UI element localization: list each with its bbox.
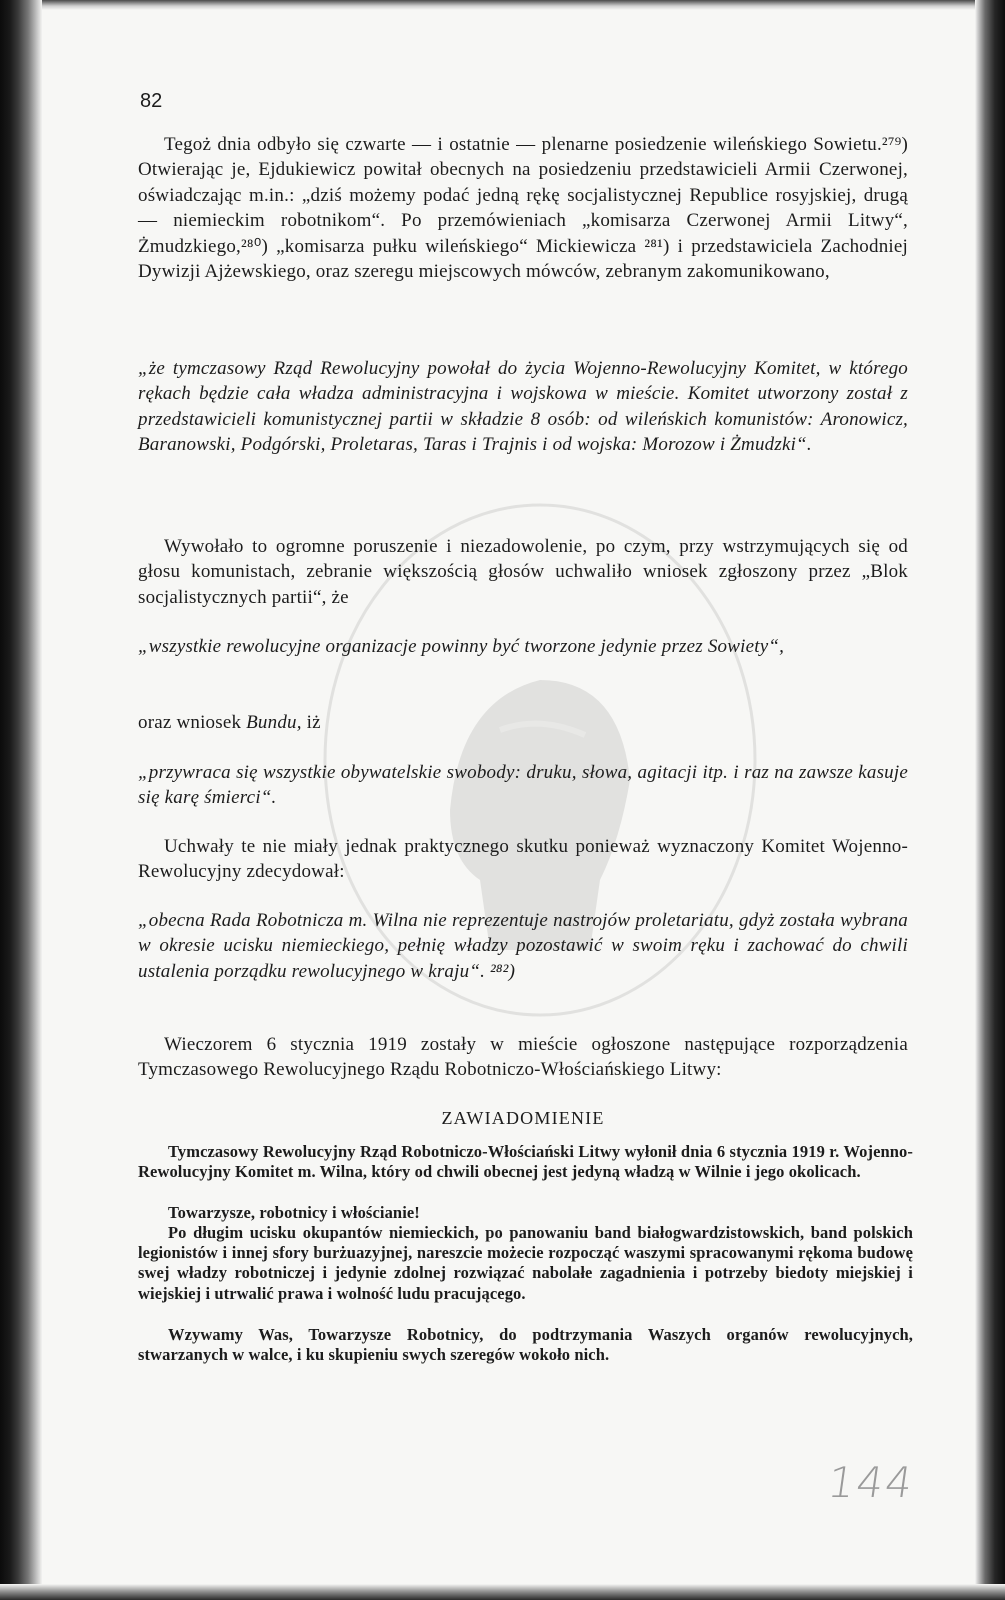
paragraph-italic: Bundu,	[246, 712, 302, 733]
paragraph-text: iż	[301, 712, 321, 733]
book-edge-right	[975, 0, 1005, 1600]
page-top-edge	[0, 0, 1005, 10]
notice-paragraph: Wzywamy Was, Towarzysze Robotnicy, do podtrzymania Waszych organów rewolucyjnych, stwarzanych w walce, i ku skupieniu swych szeregów wokoło nich.	[138, 1325, 913, 1365]
notice-paragraph: Tymczasowy Rewolucyjny Rząd Robotniczo-Włościański Litwy wyłonił dnia 6 stycznia 1919 r. Wojenno-Rewolucyjny Komitet m. Wilna, który od chwili obecnej jest jedyną władzą w Wilnie i jego okolicach.	[138, 1142, 913, 1182]
handwritten-archive-number: 144	[824, 1458, 918, 1507]
paragraph: Tegoż dnia odbyło się czwarte — i ostatnie — plenarne posiedzenie wileńskiego Sowietu.²⁷⁹) Otwierając je, Ejdukiewicz powitał obecnych na posiedzeniu przedstawicieli Armii Czerwonej, oświadczając m.in.: „dziś możemy podać jedną rękę socjalistycznej Republice rosyjskiej, drugą — niemieckim robotnikom“. Po przemówieniach „komisarza Czerwonej Armii Litwy“, Żmudzkiego,²⁸⁰) „komisarza pułku wileńskiego“ Mickiewicza ²⁸¹) i przedstawiciela Zachodniej Dywizji Ajżewskiego, oraz szeregu miejscowych mówców, zebranym zakomunikowano,	[138, 134, 908, 283]
paragraph: Wieczorem 6 stycznia 1919 zostały w mieście ogłoszone następujące rozporządzenia Tymczasowego Rewolucyjnego Rządu Robotniczo-Włościańskiego Litwy:	[138, 1034, 908, 1081]
quotation: „wszystkie rewolucyjne organizacje powinny być tworzone jedynie przez Sowiety“,	[138, 636, 785, 657]
paragraph: Wywołało to ogromne poruszenie i niezadowolenie, po czym, przy wstrzymujących się od głosu komunistach, zebranie większością głosów uchwaliło wniosek zgłoszony przez „Blok socjalistycznych partii“, że	[138, 536, 908, 608]
paragraph	[138, 710, 908, 735]
notice-paragraph: Po długim ucisku okupantów niemieckich, po panowaniu band białogwardzistowskich, band polskich legionistów i innej sfory burżuazyjnej, nareszcie możecie rozpocząć waszymi spracowanymi rękoma budowę swej władzy robotniczej i jedynie zdolnej rozwiązać nabolałe zagadnienia i potrzeby biedoty miejskiej i wiejskiej i utrwalić prawa i wolność ludu pracującego.	[138, 1223, 913, 1303]
paragraph-text: oraz wniosek	[138, 712, 247, 733]
page-bottom-edge	[0, 1584, 1005, 1600]
page-number: 82	[140, 90, 163, 112]
quotation: „przywraca się wszystkie obywatelskie swobody: druku, słowa, agitacji itp. i raz na zawsze kasuje się karę śmierci“.	[138, 762, 908, 809]
quotation: „obecna Rada Robotnicza m. Wilna nie reprezentuje nastrojów proletariatu, gdyż została wybrana w okresie ucisku niemieckiego, pełnię władzy pozostawić w swoim ręku i zachować do chwili ustalenia porządku rewolucyjnego w kraju“. ²⁸²)	[138, 910, 908, 982]
quotation: „że tymczasowy Rząd Rewolucyjny powołał do życia Wojenno-Rewolucyjny Komitet, w którego rękach będzie cała władza administracyjna i wojskowa w mieście. Komitet utworzony został z przedstawicieli komunistycznej partii w składzie 8 osób: od wileńskich komunistów: Aronowicz, Baranowski, Podgórski, Proletaras, Taras i Trajnis i od wojska: Morozow i Żmudzki“.	[138, 358, 908, 456]
book-binding-left	[0, 0, 42, 1600]
notice-paragraph: Towarzysze, robotnicy i włościanie!	[168, 1203, 420, 1222]
notice-title: ZAWIADOMIENIE	[441, 1108, 605, 1128]
paragraph: Uchwały te nie miały jednak praktycznego skutku ponieważ wyznaczony Komitet Wojenno-Rewolucyjny zdecydował:	[138, 836, 908, 883]
